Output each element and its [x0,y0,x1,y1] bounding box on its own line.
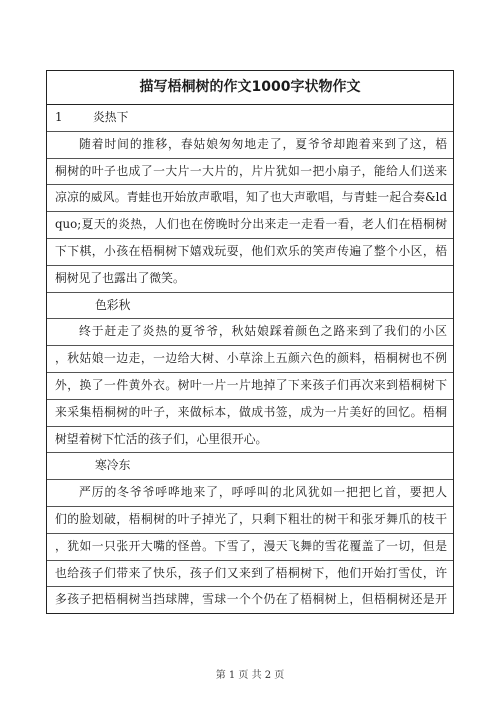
paragraph-line: 下下棋，小孩在梧桐树下嬉戏玩耍，他们欢乐的笑声传遍了整个小区，梧 [47,239,453,266]
paragraph-line: 终于赶走了炎热的夏爷爷，秋姑娘踩着颜色之路来到了我们的小区 [47,319,453,346]
paragraph-line: quo;夏天的炎热，人们也在傍晚时分出来走一走看一看，老人们在梧桐树 [47,212,453,239]
paragraph-line: 来采集梧桐树的叶子，来做标本，做成书签，成为一片美好的回忆。梧桐 [47,400,453,427]
paragraph-line: ，秋姑娘一边走，一边给大树、小草涂上五颜六色的颜料，梧桐树也不例 [47,346,453,373]
section-heading-summer [47,105,453,132]
paragraph-line: 桐树的叶子也成了一大片一大片的，片片犹如一把小扇子，能给人们送来 [47,159,453,186]
paragraph-line: 树望着树下忙活的孩子们，心里很开心。 [47,427,453,454]
paragraph-line: 外，换了一件黄外衣。树叶一片一片地掉了下来孩子们再次来到梧桐树下 [47,373,453,400]
paragraph-line: 多孩子把梧桐树当挡球牌，雪球一个个仍在了梧桐树上，但梧桐树还是开 [55,592,447,607]
paragraph-line: ，犹如一只张开大嘴的怪兽。下雪了，漫天飞舞的雪花覆盖了一切，但是 [47,534,453,561]
paragraph-line: 凉凉的威风。青蛙也开始放声歌唱，知了也大声歌唱，与青蛙一起合奏&ld [47,185,453,212]
page-footer: 第 1 页 共 2 页 [215,670,285,681]
paragraph-line: 桐树见了也露出了微笑。 [47,266,453,293]
essay-title: 描写梧桐树的作文1000字状物作文 [47,71,453,105]
section-number: 1 [55,110,63,124]
paragraph-line: 随着时间的推移，春姑娘匆匆地走了，夏爷爷却跑着来到了这，梧 [47,132,453,159]
paragraph-line: 严厉的冬爷爷呼哗地来了，呼呼叫的北风犹如一把把匕首，要把人 [47,480,453,507]
essay-table [46,70,454,614]
paragraph-line: 们的脸划破，梧桐树的叶子掉光了，只剩下粗壮的树干和张牙舞爪的枝干 [47,507,453,534]
section-heading-autumn: 色彩秋 [47,293,453,320]
section-heading-label: 炎热下 [93,110,129,124]
section-heading-winter: 寒冷东 [47,453,453,480]
paragraph-line: 也给孩子们带来了快乐，孩子们又来到了梧桐树下，他们开始打雪仗，许 [47,561,453,588]
